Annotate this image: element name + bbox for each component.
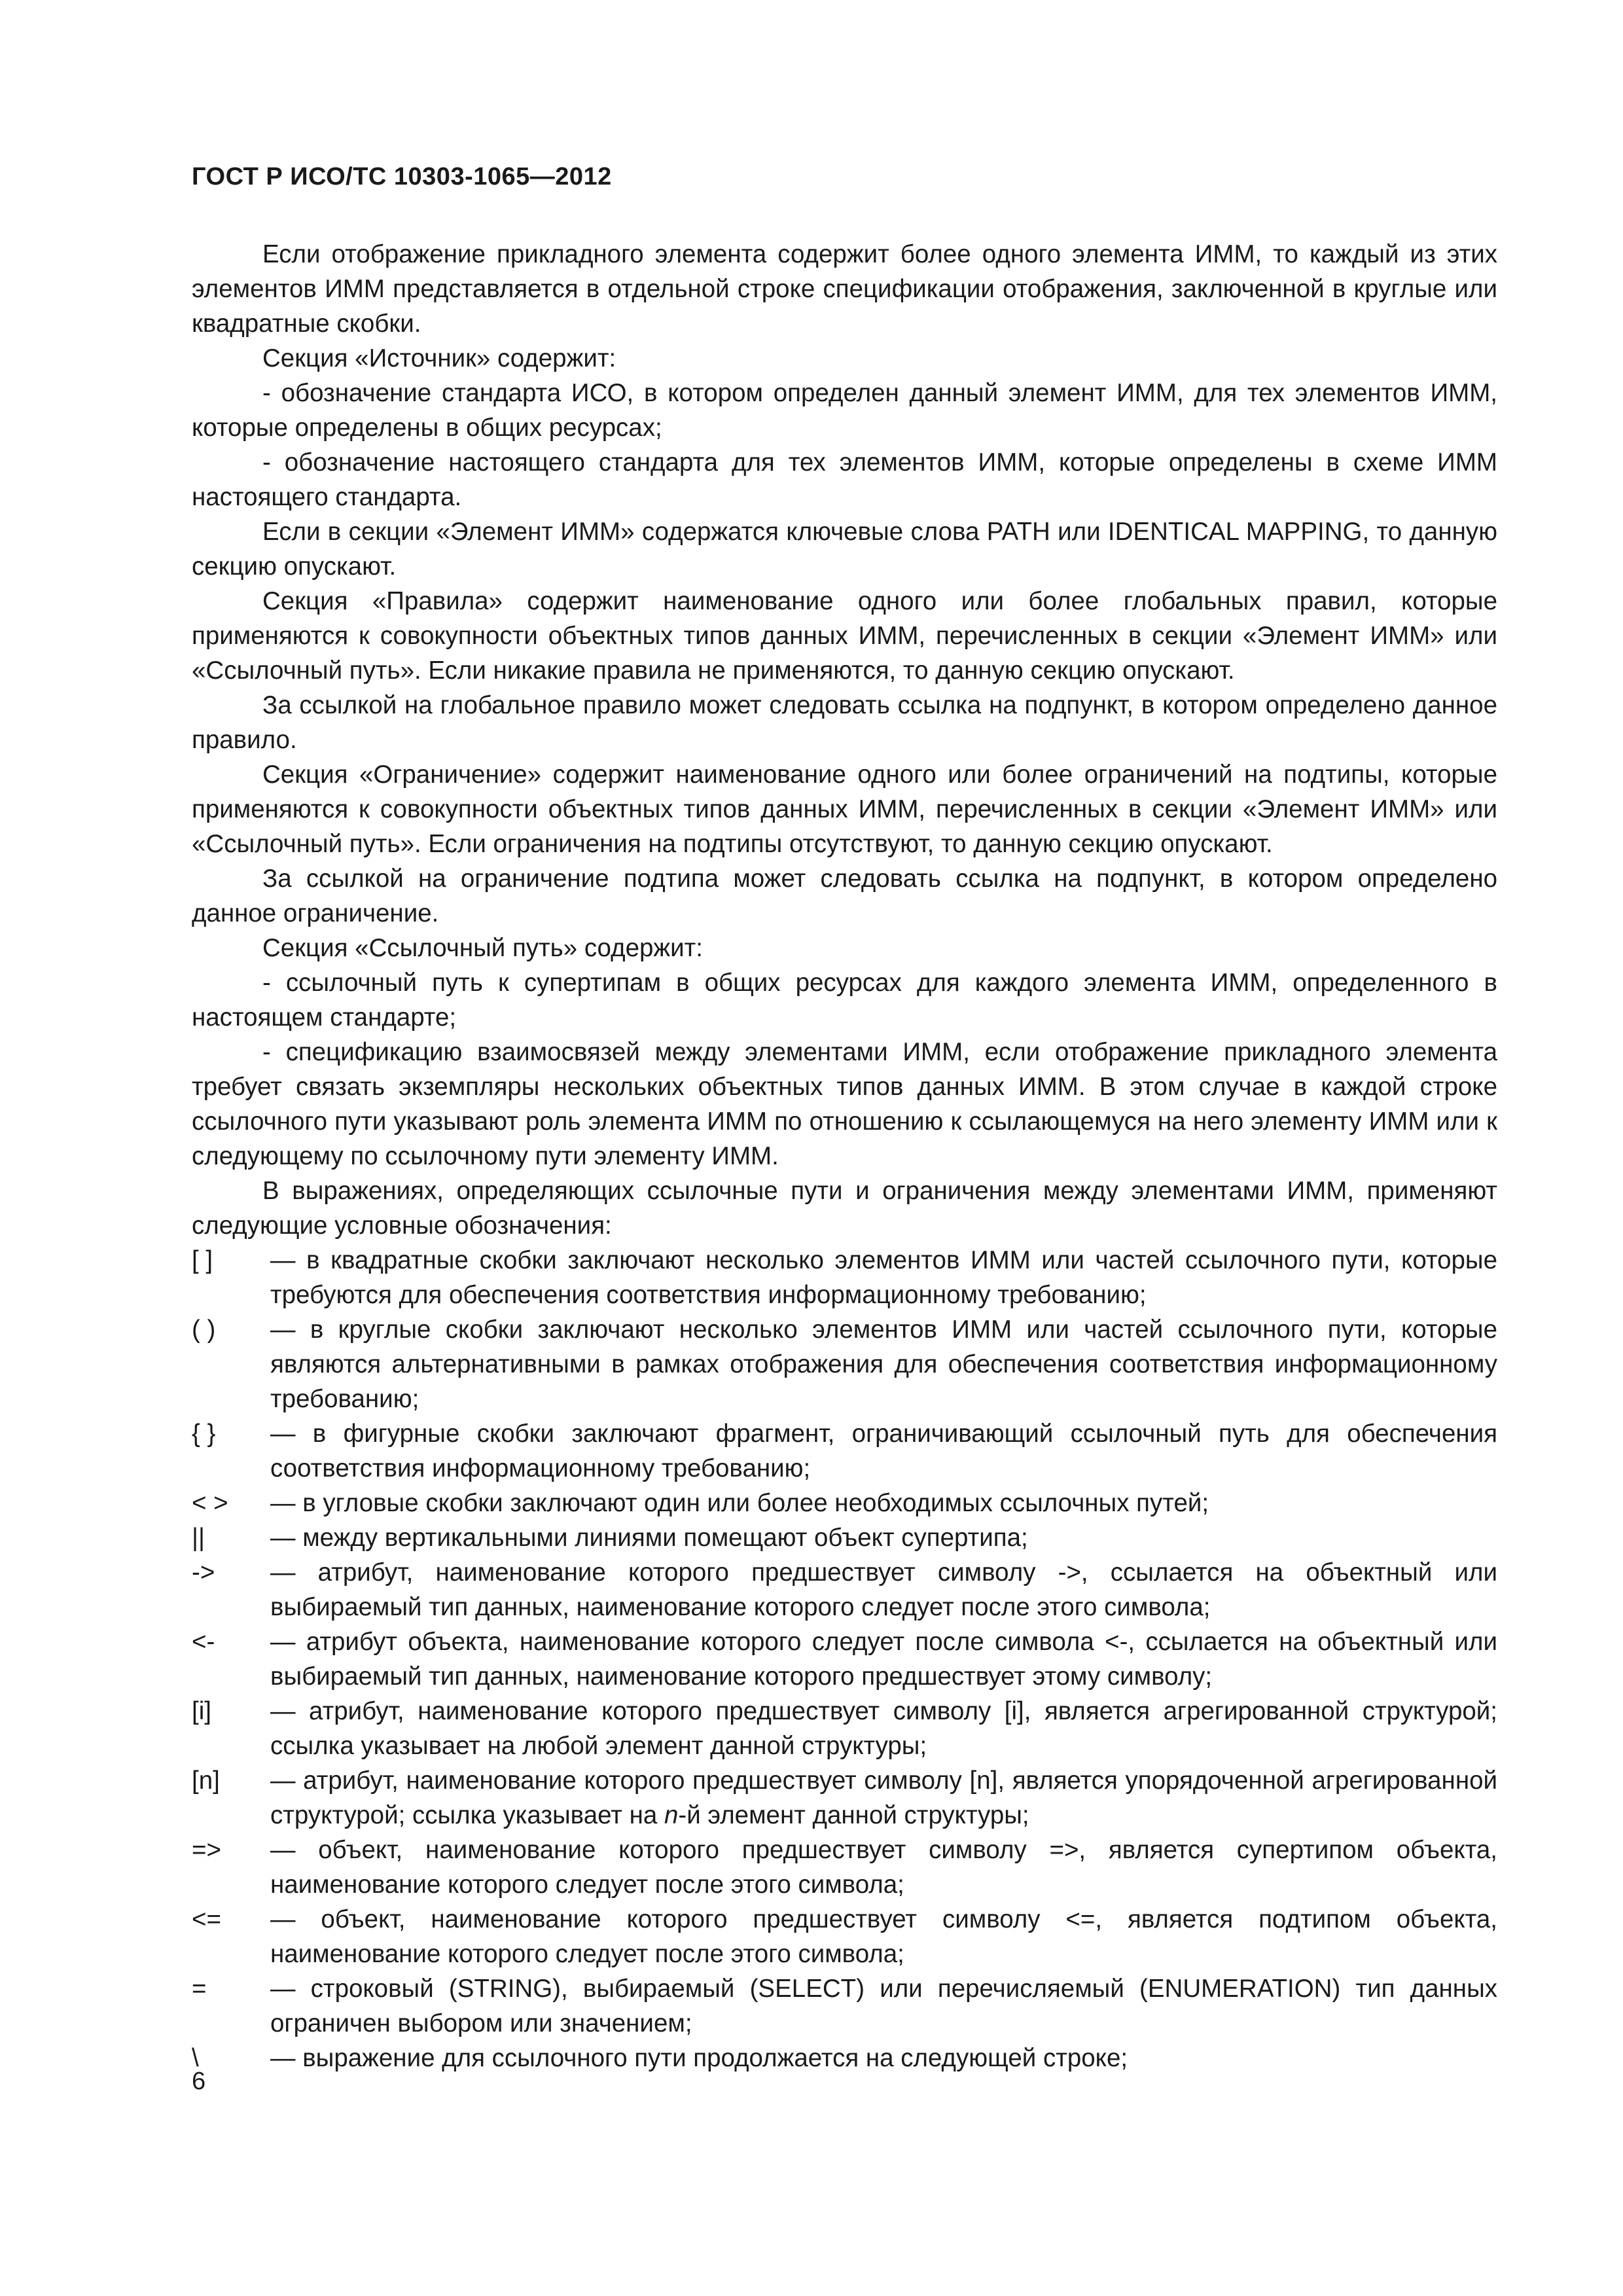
- paragraph: Секция «Ссылочный путь» содержит:: [262, 934, 703, 962]
- paragraph: Если в секции «Элемент ИММ» содержатся ключевые слова PATH или IDENTICAL MAPPING, то данную секцию опускают.: [192, 518, 1497, 581]
- notation-symbol: [ ]: [192, 1246, 213, 1274]
- paragraph: За ссылкой на ограничение подтипа может следовать ссылка на подпункт, в котором определено данное ограничение.: [192, 865, 1497, 927]
- notation-description: — выражение для ссылочного пути продолжается на следующей строке;: [270, 2044, 1128, 2072]
- notation-description: — строковый (STRING), выбираемый (SELECT) или перечисляемый (ENUMERATION) тип данных ограничен выбором или значением;: [270, 1975, 1497, 2037]
- notation-italic-part: n: [664, 1801, 679, 1829]
- paragraph: - ссылочный путь к супертипам в общих ресурсах для каждого элемента ИММ, определенного в настоящем стандарте;: [192, 969, 1497, 1031]
- list-item: [192, 1486, 1497, 1520]
- notation-description: — объект, наименование которого предшествует символу <=, является подтипом объекта, наименование которого следует после этого символа;: [270, 1905, 1497, 1968]
- list-item: [192, 1902, 1497, 1971]
- notation-symbol: =>: [192, 1836, 221, 1864]
- notation-symbol: \: [192, 2044, 199, 2072]
- notation-symbol: [n]: [192, 1767, 220, 1795]
- notation-text-part: — атрибут, наименование которого предшествует символу [n], является упорядоченной агрегированной структурой; ссылка указывает на: [270, 1767, 1497, 1829]
- notation-description: — в круглые скобки заключают несколько элементов ИММ или частей ссылочного пути, которые являются альтернативными в рамках отображения для обеспечения соответствия информационному требованию;: [270, 1316, 1497, 1413]
- notation-description: — атрибут, наименование которого предшествует символу [i], является агрегированной структурой; ссылка указывает на любой элемент данной структуры;: [270, 1697, 1497, 1760]
- list-item: [192, 1243, 1497, 1312]
- list-item: [192, 1520, 1497, 1555]
- notation-description: — объект, наименование которого предшествует символу =>, является супертипом объекта, наименование которого следует после этого символа;: [270, 1836, 1497, 1899]
- page-number: 6: [192, 2068, 206, 2095]
- notation-description: — атрибут объекта, наименование которого следует после символа <-, ссылается на объектный или выбираемый тип данных, наименование которого предшествует этому символу;: [270, 1628, 1497, 1691]
- list-item: [192, 1971, 1497, 2041]
- notation-symbol: < >: [192, 1489, 228, 1517]
- notation-symbol: ->: [192, 1558, 215, 1587]
- notation-text-part: -й элемент данной структуры;: [678, 1801, 1029, 1829]
- paragraph: Секция «Правила» содержит наименование одного или более глобальных правил, которые применяются к совокупности объектных типов данных ИММ, перечисленных в секции «Элемент ИММ» или «Ссылочный путь». Если никакие правила не применяются, то данную секцию опускают.: [192, 587, 1497, 685]
- list-item: [192, 1555, 1497, 1624]
- notation-symbol: <=: [192, 1905, 221, 1933]
- list-item: [192, 1312, 1497, 1416]
- notation-symbol: <-: [192, 1628, 215, 1656]
- paragraph: Секция «Ограничение» содержит наименование одного или более ограничений на подтипы, которые применяются к совокупности объектных типов данных ИММ, перечисленных в секции «Элемент ИММ» или «Ссылочный путь». Если ограничения на подтипы отсутствуют, то данную секцию опускают.: [192, 761, 1497, 858]
- list-item: [192, 2041, 1497, 2075]
- document-body: [192, 237, 1497, 2075]
- list-item: [192, 1763, 1497, 1833]
- paragraph: Если отображение прикладного элемента содержит более одного элемента ИММ, то каждый из этих элементов ИММ представляется в отдельной строке спецификации отображения, заключенной в круглые или квадратные скобки.: [192, 240, 1497, 338]
- notation-symbol: =: [192, 1975, 207, 2003]
- notation-symbol: [i]: [192, 1697, 211, 1725]
- notation-description: — в фигурные скобки заключают фрагмент, ограничивающий ссылочный путь для обеспечения соответствия информационному требованию;: [270, 1420, 1497, 1482]
- paragraph: - обозначение стандарта ИСО, в котором определен данный элемент ИММ, для тех элементов ИММ, которые определены в общих ресурсах;: [192, 379, 1497, 442]
- list-item: [192, 1416, 1497, 1486]
- paragraph: В выражениях, определяющих ссылочные пути и ограничения между элементами ИММ, применяют следующие условные обозначения:: [192, 1177, 1497, 1240]
- notation-description: — между вертикальными линиями помещают объект супертипа;: [270, 1524, 1028, 1552]
- notation-symbol: { }: [192, 1420, 216, 1448]
- list-item: [192, 1694, 1497, 1763]
- list-item: [192, 1624, 1497, 1694]
- notation-list: [192, 1243, 1497, 2075]
- paragraph: - спецификацию взаимосвязей между элементами ИММ, если отображение прикладного элемента требует связать экземпляры нескольких объектных типов данных ИММ. В этом случае в каждой строке ссылочного пути указывают роль элемента ИММ по отношению к ссылающемуся на него элементу ИММ или к следующему по ссылочному пути элементу ИММ.: [192, 1038, 1497, 1170]
- notation-symbol: ( ): [192, 1316, 216, 1344]
- document-header: ГОСТ Р ИСО/ТС 10303-1065—2012: [192, 163, 612, 190]
- list-item: [192, 1833, 1497, 1902]
- notation-description: — в квадратные скобки заключают несколько элементов ИММ или частей ссылочного пути, которые требуются для обеспечения соответствия информационному требованию;: [270, 1246, 1497, 1309]
- paragraph: Секция «Источник» содержит:: [262, 344, 616, 372]
- notation-symbol: ||: [192, 1524, 205, 1552]
- paragraph: За ссылкой на глобальное правило может следовать ссылка на подпункт, в котором определено данное правило.: [192, 691, 1497, 754]
- notation-description: — в угловые скобки заключают один или более необходимых ссылочных путей;: [270, 1489, 1209, 1517]
- notation-description: — атрибут, наименование которого предшествует символу ->, ссылается на объектный или выбираемый тип данных, наименование которого следует после этого символа;: [270, 1558, 1497, 1621]
- notation-description: [270, 1763, 1497, 1833]
- paragraph: - обозначение настоящего стандарта для тех элементов ИММ, которые определены в схеме ИММ настоящего стандарта.: [192, 448, 1497, 511]
